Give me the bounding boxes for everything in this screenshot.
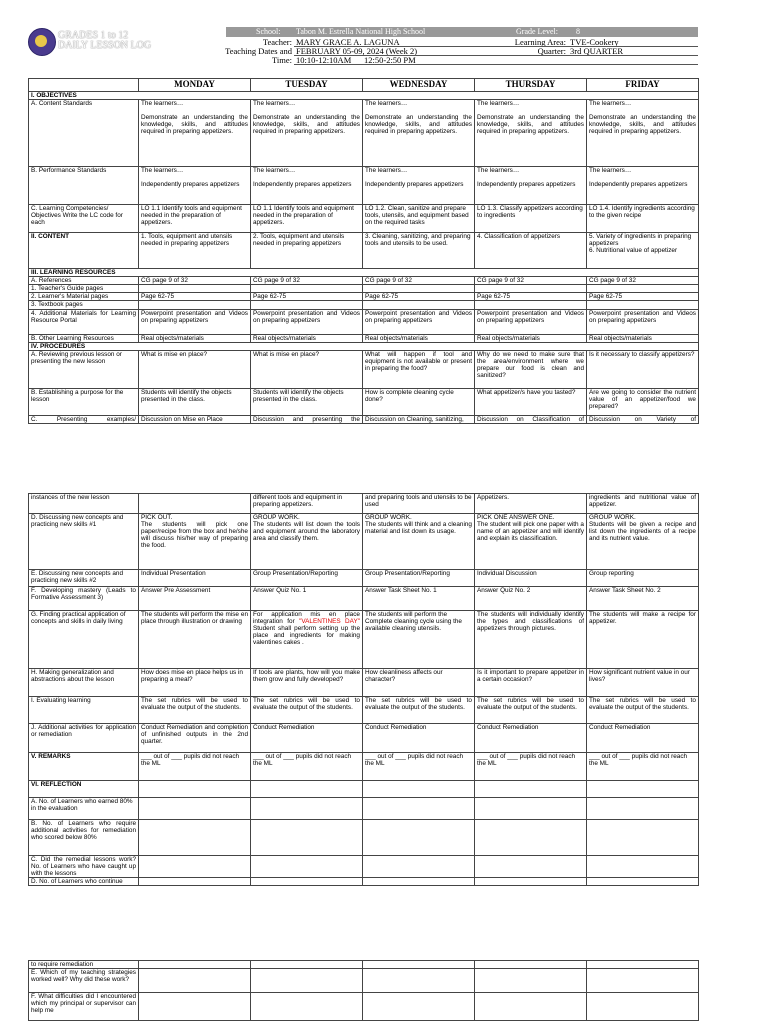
table-cell: The learners… Demonstrate an understanding the knowledge, skills, and attitudes required in preparing appetizers. [139,100,251,167]
table-cell: CG page 9 of 32 [475,277,587,285]
table-cell [475,301,587,309]
table-cell: LO 1.1 Identify tools and equipment needed in the preparation of appetizers. [251,205,363,233]
table-row [29,798,699,820]
table-cell: What is mise en place? [139,350,251,388]
table-cell [475,961,587,969]
table-row [29,781,699,798]
table-cell: Discussion on Mise en Place [139,415,251,423]
table-row [29,697,699,724]
table-cell: Discussion on Variety of [587,415,699,423]
table-cell: CG page 9 of 32 [251,277,363,285]
row-label: instances of the new lesson [29,494,139,514]
lesson-table-page-3 [28,960,699,1021]
table-cell: 4. Classification of appetizers [475,233,587,269]
valentines-highlight: "VALENTINES DAY" [299,618,360,626]
table-cell: The set rubrics will be used to evaluate the output of the students. [363,697,475,724]
row-label: A. Content Standards [29,100,139,167]
day-thursday: THURSDAY [475,79,587,92]
table-cell: CG page 9 of 32 [363,277,475,285]
table-row [29,233,699,269]
table-cell: Powerpoint presentation and Videos on preparing appetizers [139,309,251,334]
table-cell: PICK OUT. The students will pick one paper/recipe from the box and he/she will discuss his/her way of preparing the food. [139,514,251,570]
table-cell [139,961,251,969]
table-cell: The set rubrics will be used to evaluate the output of the students. [251,697,363,724]
row-label: 2. Learner's Material pages [29,293,139,301]
table-row [29,334,699,342]
row-label: B. Other Learning Resources [29,334,139,342]
header-title [58,31,151,51]
table-row [29,820,699,856]
row-label: 4. Additional Materials for Learning Resource Portal [29,309,139,334]
table-cell [363,781,475,798]
table-cell [363,993,475,1021]
table-cell: The learners… Demonstrate an understanding the knowledge, skills, and attitudes required in preparing appetizers. [251,100,363,167]
row-label: B. No. of Learners who require additional activities for remediation who scored below 80% [29,820,139,856]
divider [294,64,698,65]
table-cell [251,781,363,798]
table-row [29,570,699,587]
table-cell [475,969,587,993]
grade-level-value: 8 [576,27,580,36]
table-cell: LO 1.1 Identify tools and equipment needed in the preparation of appetizers. [139,205,251,233]
table-cell [587,301,699,309]
table-cell: LO 1.2. Clean, sanitize and prepare tools, utensils, and equipment based on the required tasks [363,205,475,233]
table-cell: 1. Tools, equipment and utensils needed in preparing appetizers [139,233,251,269]
table-cell: Group reporting [587,570,699,587]
table-cell: Conduct Remediation and completion of unfinished outputs in the 2nd quarter. [139,724,251,753]
table-cell: ingredients and nutritional value of appetizer. [587,494,699,514]
table-cell: The learners… Independently prepares appetizers [251,167,363,205]
lesson-table-page-2 [28,493,699,886]
table-cell: The students will perform the mise en place through illustration or drawing [139,611,251,669]
table-cell: The students will make a recipe for appetizer. [587,611,699,669]
row-label: F. What difficulties did I encountered which my principal or supervisor can help me [29,993,139,1021]
table-cell: Page 62-75 [475,293,587,301]
table-cell: Answer Pre Assessment [139,587,251,611]
row-label: J. Additional activities for application or remediation [29,724,139,753]
table-cell: What is mise en place? [251,350,363,388]
table-row [29,611,699,669]
table-cell: Discussion on Classification of [475,415,587,423]
table-cell [251,878,363,886]
dates-value: FEBRUARY 05-09, 2024 (Week 2) [296,46,418,56]
section-row [29,92,699,100]
table-cell: Group Presentation/Reporting [251,570,363,587]
table-cell [475,856,587,878]
section-title: I. OBJECTIVES [29,92,699,100]
table-row [29,309,699,334]
table-cell [251,856,363,878]
table-row [29,669,699,697]
table-cell [475,878,587,886]
table-cell: Page 62-75 [363,293,475,301]
table-cell [587,285,699,293]
table-cell: ___ out of ___ pupils did not reach the ML [251,753,363,781]
table-cell: LO 1.3. Classify appetizers according to ingredients [475,205,587,233]
table-cell: Conduct Remediation [363,724,475,753]
row-label: H. Making generalization and abstractions about the lesson [29,669,139,697]
table-cell: Real objects/materials [475,334,587,342]
time-value: 10:10-12:10AM 12:50-2:50 PM [296,55,416,65]
deped-seal-icon [28,28,56,56]
table-cell: Conduct Remediation [251,724,363,753]
school-bar [226,27,698,37]
table-cell: Discussion on Cleaning, sanitizing, [363,415,475,423]
section-row [29,269,699,277]
table-row [29,350,699,388]
table-cell: Powerpoint presentation and Videos on preparing appetizers [587,309,699,334]
row-label: D. No. of Learners who continue [29,878,139,886]
table-cell: GROUP WORK. The students will think and a cleaning material and list down its usage. [363,514,475,570]
row-label: B. Performance Standards [29,167,139,205]
table-cell: GROUP WORK. The students will list down the tools and equipment around the laboratory area and classify them. [251,514,363,570]
table-cell: The set rubrics will be used to evaluate the output of the students. [587,697,699,724]
table-cell [363,301,475,309]
day-monday: MONDAY [139,79,251,92]
table-cell: Answer Task Sheet No. 1 [363,587,475,611]
table-cell: Conduct Remediation [587,724,699,753]
table-cell: The set rubrics will be used to evaluate the output of the students. [475,697,587,724]
table-cell: Real objects/materials [363,334,475,342]
table-cell: Students will identify the objects presented in the class. [251,388,363,415]
table-cell [251,611,363,669]
grades-text: GRADES 1 to 12 [58,30,129,41]
table-cell [139,301,251,309]
table-cell [587,969,699,993]
table-cell: Real objects/materials [251,334,363,342]
table-cell [363,856,475,878]
row-label: 3. Textbook pages [29,301,139,309]
row-label: C. Presenting examples/ [29,415,139,423]
row-label: A. No. of Learners who earned 80% in the evaluation [29,798,139,820]
table-row [29,285,699,293]
table-cell: ___ out of ___ pupils did not reach the ML [587,753,699,781]
day-tuesday: TUESDAY [251,79,363,92]
table-row [29,878,699,886]
time-label: Time: [271,55,292,65]
table-row [29,301,699,309]
table-cell: The learners… Independently prepares appetizers [139,167,251,205]
table-cell: Students will identify the objects presented in the class. [139,388,251,415]
table-cell [251,961,363,969]
grade-level-label: Grade Level: [516,27,558,36]
table-cell [139,878,251,886]
table-cell: Page 62-75 [251,293,363,301]
application-text: For application mis en place integration for [253,611,360,626]
log-text: DAILY LESSON LOG [58,40,152,51]
table-row [29,753,699,781]
table-cell [139,856,251,878]
school-value: Tabon M. Estrella National High School [296,27,426,36]
table-cell: LO 1.4. Identify ingredients according to the given recipe [587,205,699,233]
table-cell: Page 62-75 [139,293,251,301]
quarter-value: 3rd QUARTER [570,46,624,56]
section-row [29,342,699,350]
days-header-row [29,79,699,92]
table-cell: What will happen if tool and equipment is not available or present in preparing the food? [363,350,475,388]
table-cell [475,781,587,798]
table-cell: CG page 9 of 32 [139,277,251,285]
section-title: III. LEARNING RESOURCES [29,269,699,277]
table-cell [363,969,475,993]
table-cell: Powerpoint presentation and Videos on preparing appetizers [251,309,363,334]
table-cell [587,961,699,969]
table-cell [251,969,363,993]
row-label: A. Reviewing previous lesson or presenting the new lesson [29,350,139,388]
table-cell [139,969,251,993]
table-cell: GROUP WORK. Students will be given a recipe and list down the ingredients of a recipe and its nutrient value. [587,514,699,570]
table-row [29,856,699,878]
table-cell: The students will perform the Complete cleaning cycle using the available cleaning utensils. [363,611,475,669]
table-cell: Are we going to consider the nutrient value of an appetizer/food we prepared? [587,388,699,415]
learning-area-value: TVE-Cookery [570,37,619,47]
table-cell: How does mise en place helps us in preparing a meal? [139,669,251,697]
table-cell: Powerpoint presentation and Videos on preparing appetizers [363,309,475,334]
table-row [29,969,699,993]
lesson-log-header [28,27,698,67]
table-row [29,293,699,301]
row-label: B. Establishing a purpose for the lesson [29,388,139,415]
table-cell: The learners… Independently prepares appetizers [363,167,475,205]
table-cell [251,993,363,1021]
table-cell: ___ out of ___ pupils did not reach the ML [139,753,251,781]
table-cell: If tools are plants, how will you make them grow and fully developed? [251,669,363,697]
table-cell: Individual Discussion [475,570,587,587]
table-cell: CG page 9 of 32 [587,277,699,285]
school-label: School: [256,27,281,36]
row-label: V. REMARKS [29,753,139,781]
divider [294,46,698,47]
table-cell [475,820,587,856]
table-cell: ___ out of ___ pupils did not reach the ML [363,753,475,781]
row-label: C. Learning Competencies/ Objectives Write the LC code for each [29,205,139,233]
table-row [29,724,699,753]
table-row [29,961,699,969]
row-label: A. References [29,277,139,285]
table-cell [587,856,699,878]
table-cell: ___ out of ___ pupils did not reach the ML [475,753,587,781]
day-friday: FRIDAY [587,79,699,92]
table-cell: The learners… Independently prepares appetizers [587,167,699,205]
table-cell: The learners… Demonstrate an understanding the knowledge, skills, and attitudes required in preparing appetizers. [587,100,699,167]
row-label: F. Developing mastery (Leads to Formative Assessment 3) [29,587,139,611]
table-row [29,415,699,423]
table-cell: 5. Variety of ingredients in preparing appetizers 6. Nutritional value of appetizer [587,233,699,269]
table-cell [251,798,363,820]
divider [294,55,698,56]
table-cell [251,820,363,856]
table-cell: Page 62-75 [587,293,699,301]
row-label: E. Which of my teaching strategies worked well? Why did these work? [29,969,139,993]
table-cell: Is it necessary to classify appetizers? [587,350,699,388]
table-cell: 2. Tools, equipment and utensils needed in preparing appetizers [251,233,363,269]
table-cell: Group Presentation/Reporting [363,570,475,587]
table-cell [139,285,251,293]
table-row [29,494,699,514]
dates-label: Teaching Dates and [225,46,292,56]
table-cell [363,820,475,856]
row-label: D. Discussing new concepts and practicing new skills #1 [29,514,139,570]
table-cell: The learners… Demonstrate an understanding the knowledge, skills, and attitudes required in preparing appetizers. [363,100,475,167]
table-cell [475,993,587,1021]
table-cell [139,993,251,1021]
table-cell: The set rubrics will be used to evaluate the output of the students. [139,697,251,724]
table-cell: Real objects/materials [139,334,251,342]
table-cell: What appetizer/s have you tasted? [475,388,587,415]
row-label: I. Evaluating learning [29,697,139,724]
table-row [29,100,699,167]
day-wednesday: WEDNESDAY [363,79,475,92]
row-label: VI. REFLECTION [29,781,139,798]
table-cell [139,820,251,856]
row-label: E. Discussing new concepts and practicing new skills #2 [29,570,139,587]
teacher-label: Teacher: [262,37,292,47]
table-cell [587,781,699,798]
table-cell [251,301,363,309]
table-cell: Answer Quiz No. 2 [475,587,587,611]
row-label: to require remediation [29,961,139,969]
table-row [29,993,699,1021]
table-cell [475,798,587,820]
corner-cell [29,79,139,92]
learning-area-label: Learning Area: [514,37,566,47]
table-cell: How cleanliness affects our character? [363,669,475,697]
table-row [29,205,699,233]
teacher-value: MARY GRACE A. LAGUNA [296,37,400,47]
table-cell: How significant nutrient value in our lives? [587,669,699,697]
table-cell: Why do we need to make sure that the area/environment where we prepare our food is clean and sanitized? [475,350,587,388]
table-cell [363,798,475,820]
table-cell: PICK ONE ANSWER ONE. The student will pick one paper with a name of an appetizer and will identify and explain its classification. [475,514,587,570]
table-cell [587,798,699,820]
table-cell [139,798,251,820]
table-cell: different tools and equipment in preparing appetizers. [251,494,363,514]
table-cell: Appetizers. [475,494,587,514]
table-row [29,587,699,611]
table-row [29,277,699,285]
application-text: Student shall perform setting up the place and ingredients for making valentines cakes . [253,625,360,647]
table-cell [587,993,699,1021]
table-row [29,514,699,570]
table-cell: The learners… Demonstrate an understanding the knowledge, skills, and attitudes required in preparing appetizers. [475,100,587,167]
table-cell: Is it important to prepare appetizer in a certain occasion? [475,669,587,697]
table-cell [363,961,475,969]
table-cell: Answer Quiz No. 1 [251,587,363,611]
table-cell: Individual Presentation [139,570,251,587]
table-cell: The learners… Independently prepares appetizers [475,167,587,205]
table-cell: Conduct Remediation [475,724,587,753]
table-cell: Discussion and presenting the [251,415,363,423]
table-cell: The students will individually identify the types and classifications of appetizers through pictures. [475,611,587,669]
table-cell [587,820,699,856]
table-cell: Answer Task Sheet No. 2 [587,587,699,611]
table-cell [587,878,699,886]
table-cell: How is complete cleaning cycle done? [363,388,475,415]
row-label: G. Finding practical application of concepts and skills in daily living [29,611,139,669]
table-row [29,167,699,205]
table-cell: 3. Cleaning, sanitizing, and preparing tools and utensils to be used. [363,233,475,269]
table-cell [475,285,587,293]
row-label: II. CONTENT [29,233,139,269]
table-cell: Real objects/materials [587,334,699,342]
table-cell [363,285,475,293]
quarter-label: Quarter: [537,46,566,56]
table-cell: and preparing tools and utensils to be used [363,494,475,514]
table-row [29,388,699,415]
lesson-table-page-1 [28,78,699,424]
section-title: IV. PROCEDURES [29,342,699,350]
row-label: C. Did the remedial lessons work? No. of Learners who have caught up with the lessons [29,856,139,878]
table-cell [139,781,251,798]
table-cell [251,285,363,293]
table-cell [363,878,475,886]
table-cell: Powerpoint presentation and Videos on preparing appetizers [475,309,587,334]
row-label: 1. Teacher's Guide pages [29,285,139,293]
table-cell [139,494,251,514]
